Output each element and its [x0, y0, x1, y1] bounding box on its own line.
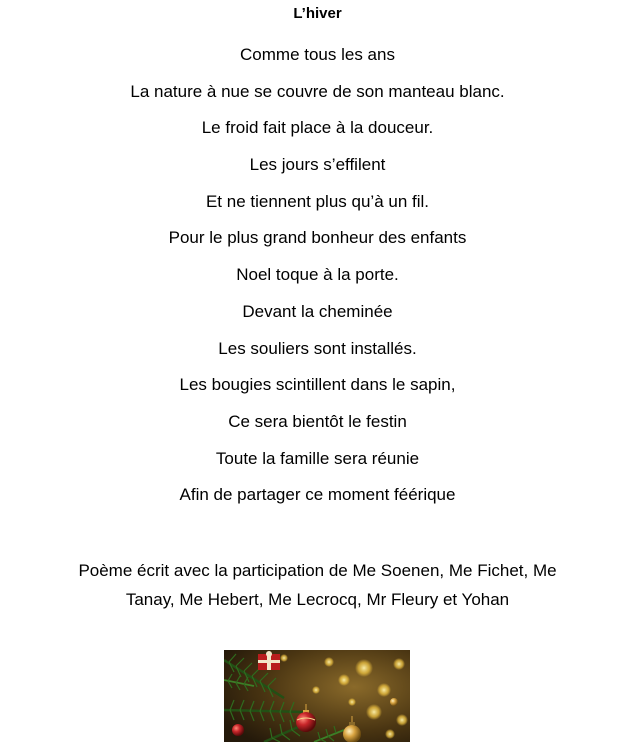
poem-line: Les jours s’effilent [249, 155, 386, 175]
poem-body [0, 42, 635, 519]
poem-line: Les bougies scintillent dans le sapin, [179, 375, 456, 395]
poem-title: L’hiver [293, 5, 342, 22]
poem-line: Pour le plus grand bonheur des enfants [168, 228, 467, 248]
poem-line: Ce sera bientôt le festin [228, 411, 407, 431]
poem-line: Comme tous les ans [240, 45, 395, 64]
poem-line: Noel toque à la porte. [236, 265, 399, 285]
poem-line: Et ne tiennent plus qu’à un fil. [205, 191, 430, 211]
poem-line: La nature à nue se couvre de son manteau blanc. [130, 81, 505, 101]
poem-credit: Poème écrit avec la participation de Me Soenen, Me Fichet, Me Tanay, Me Hebert, Me Lecrocq, Mr Fleury et Yohan [78, 561, 557, 609]
poem-line: Devant la cheminée [242, 301, 393, 321]
poem-line: Le froid fait place à la douceur. [201, 118, 434, 138]
christmas-tree-photo [224, 650, 410, 742]
poem-line: Les souliers sont installés. [218, 338, 417, 358]
poem-line: Toute la famille sera réunie [215, 448, 420, 468]
poem-line: Afin de partager ce moment féérique [179, 485, 456, 505]
